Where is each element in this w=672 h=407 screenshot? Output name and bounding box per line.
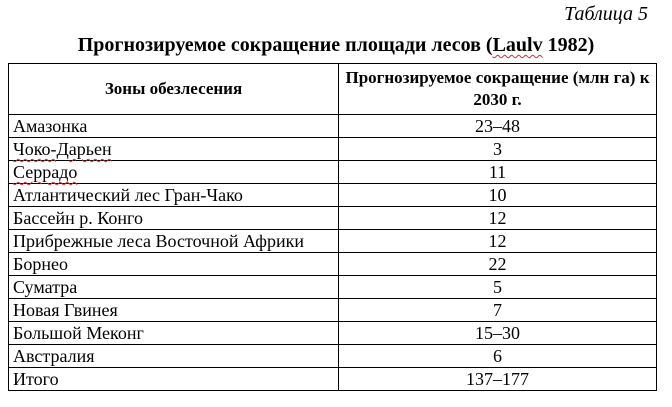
title-author: Laulv — [492, 34, 543, 56]
zone-cell: Большой Меконг — [9, 322, 339, 345]
value-cell: 137–177 — [339, 368, 657, 391]
zone-cell — [9, 161, 339, 184]
table-row — [9, 184, 657, 207]
value-cell: 12 — [339, 230, 657, 253]
value-cell: 10 — [339, 184, 657, 207]
table-row — [9, 276, 657, 299]
zone-cell — [9, 138, 339, 161]
zone-text: Серрадо — [13, 162, 78, 182]
zone-cell: Бассейн р. Конго — [9, 207, 339, 230]
table-row — [9, 230, 657, 253]
table-row — [9, 345, 657, 368]
table-row — [9, 138, 657, 161]
zone-cell: Прибрежные леса Восточной Африки — [9, 230, 339, 253]
value-cell: 22 — [339, 253, 657, 276]
table-row — [9, 115, 657, 138]
zone-cell: Суматра — [9, 276, 339, 299]
header-reduction: Прогнозируемое сокращение (млн га) к 2030 г. — [339, 64, 657, 115]
value-cell: 12 — [339, 207, 657, 230]
value-cell: 3 — [339, 138, 657, 161]
value-cell: 6 — [339, 345, 657, 368]
table-total-row — [9, 368, 657, 391]
zone-cell: Атлантический лес Гран-Чако — [9, 184, 339, 207]
zone-cell: Новая Гвинея — [9, 299, 339, 322]
table-title — [0, 33, 672, 57]
zone-text: Чоко-Дарьен — [13, 139, 112, 159]
value-cell: 11 — [339, 161, 657, 184]
table-row — [9, 322, 657, 345]
value-cell: 5 — [339, 276, 657, 299]
table-row — [9, 253, 657, 276]
title-year: 1982) — [542, 34, 595, 56]
table-row — [9, 299, 657, 322]
value-cell: 15–30 — [339, 322, 657, 345]
table-caption: Таблица 5 — [564, 3, 648, 25]
header-zone: Зоны обезлесения — [9, 64, 339, 115]
zone-cell: Борнео — [9, 253, 339, 276]
value-cell: 7 — [339, 299, 657, 322]
value-cell: 23–48 — [339, 115, 657, 138]
zone-cell: Амазонка — [9, 115, 339, 138]
table-row — [9, 207, 657, 230]
zone-cell: Австралия — [9, 345, 339, 368]
zone-cell: Итого — [9, 368, 339, 391]
table-header-row — [9, 64, 657, 115]
title-text: Прогнозируемое сокращение площади лесов ( — [77, 34, 493, 56]
forest-reduction-table — [8, 63, 657, 391]
table-row — [9, 161, 657, 184]
